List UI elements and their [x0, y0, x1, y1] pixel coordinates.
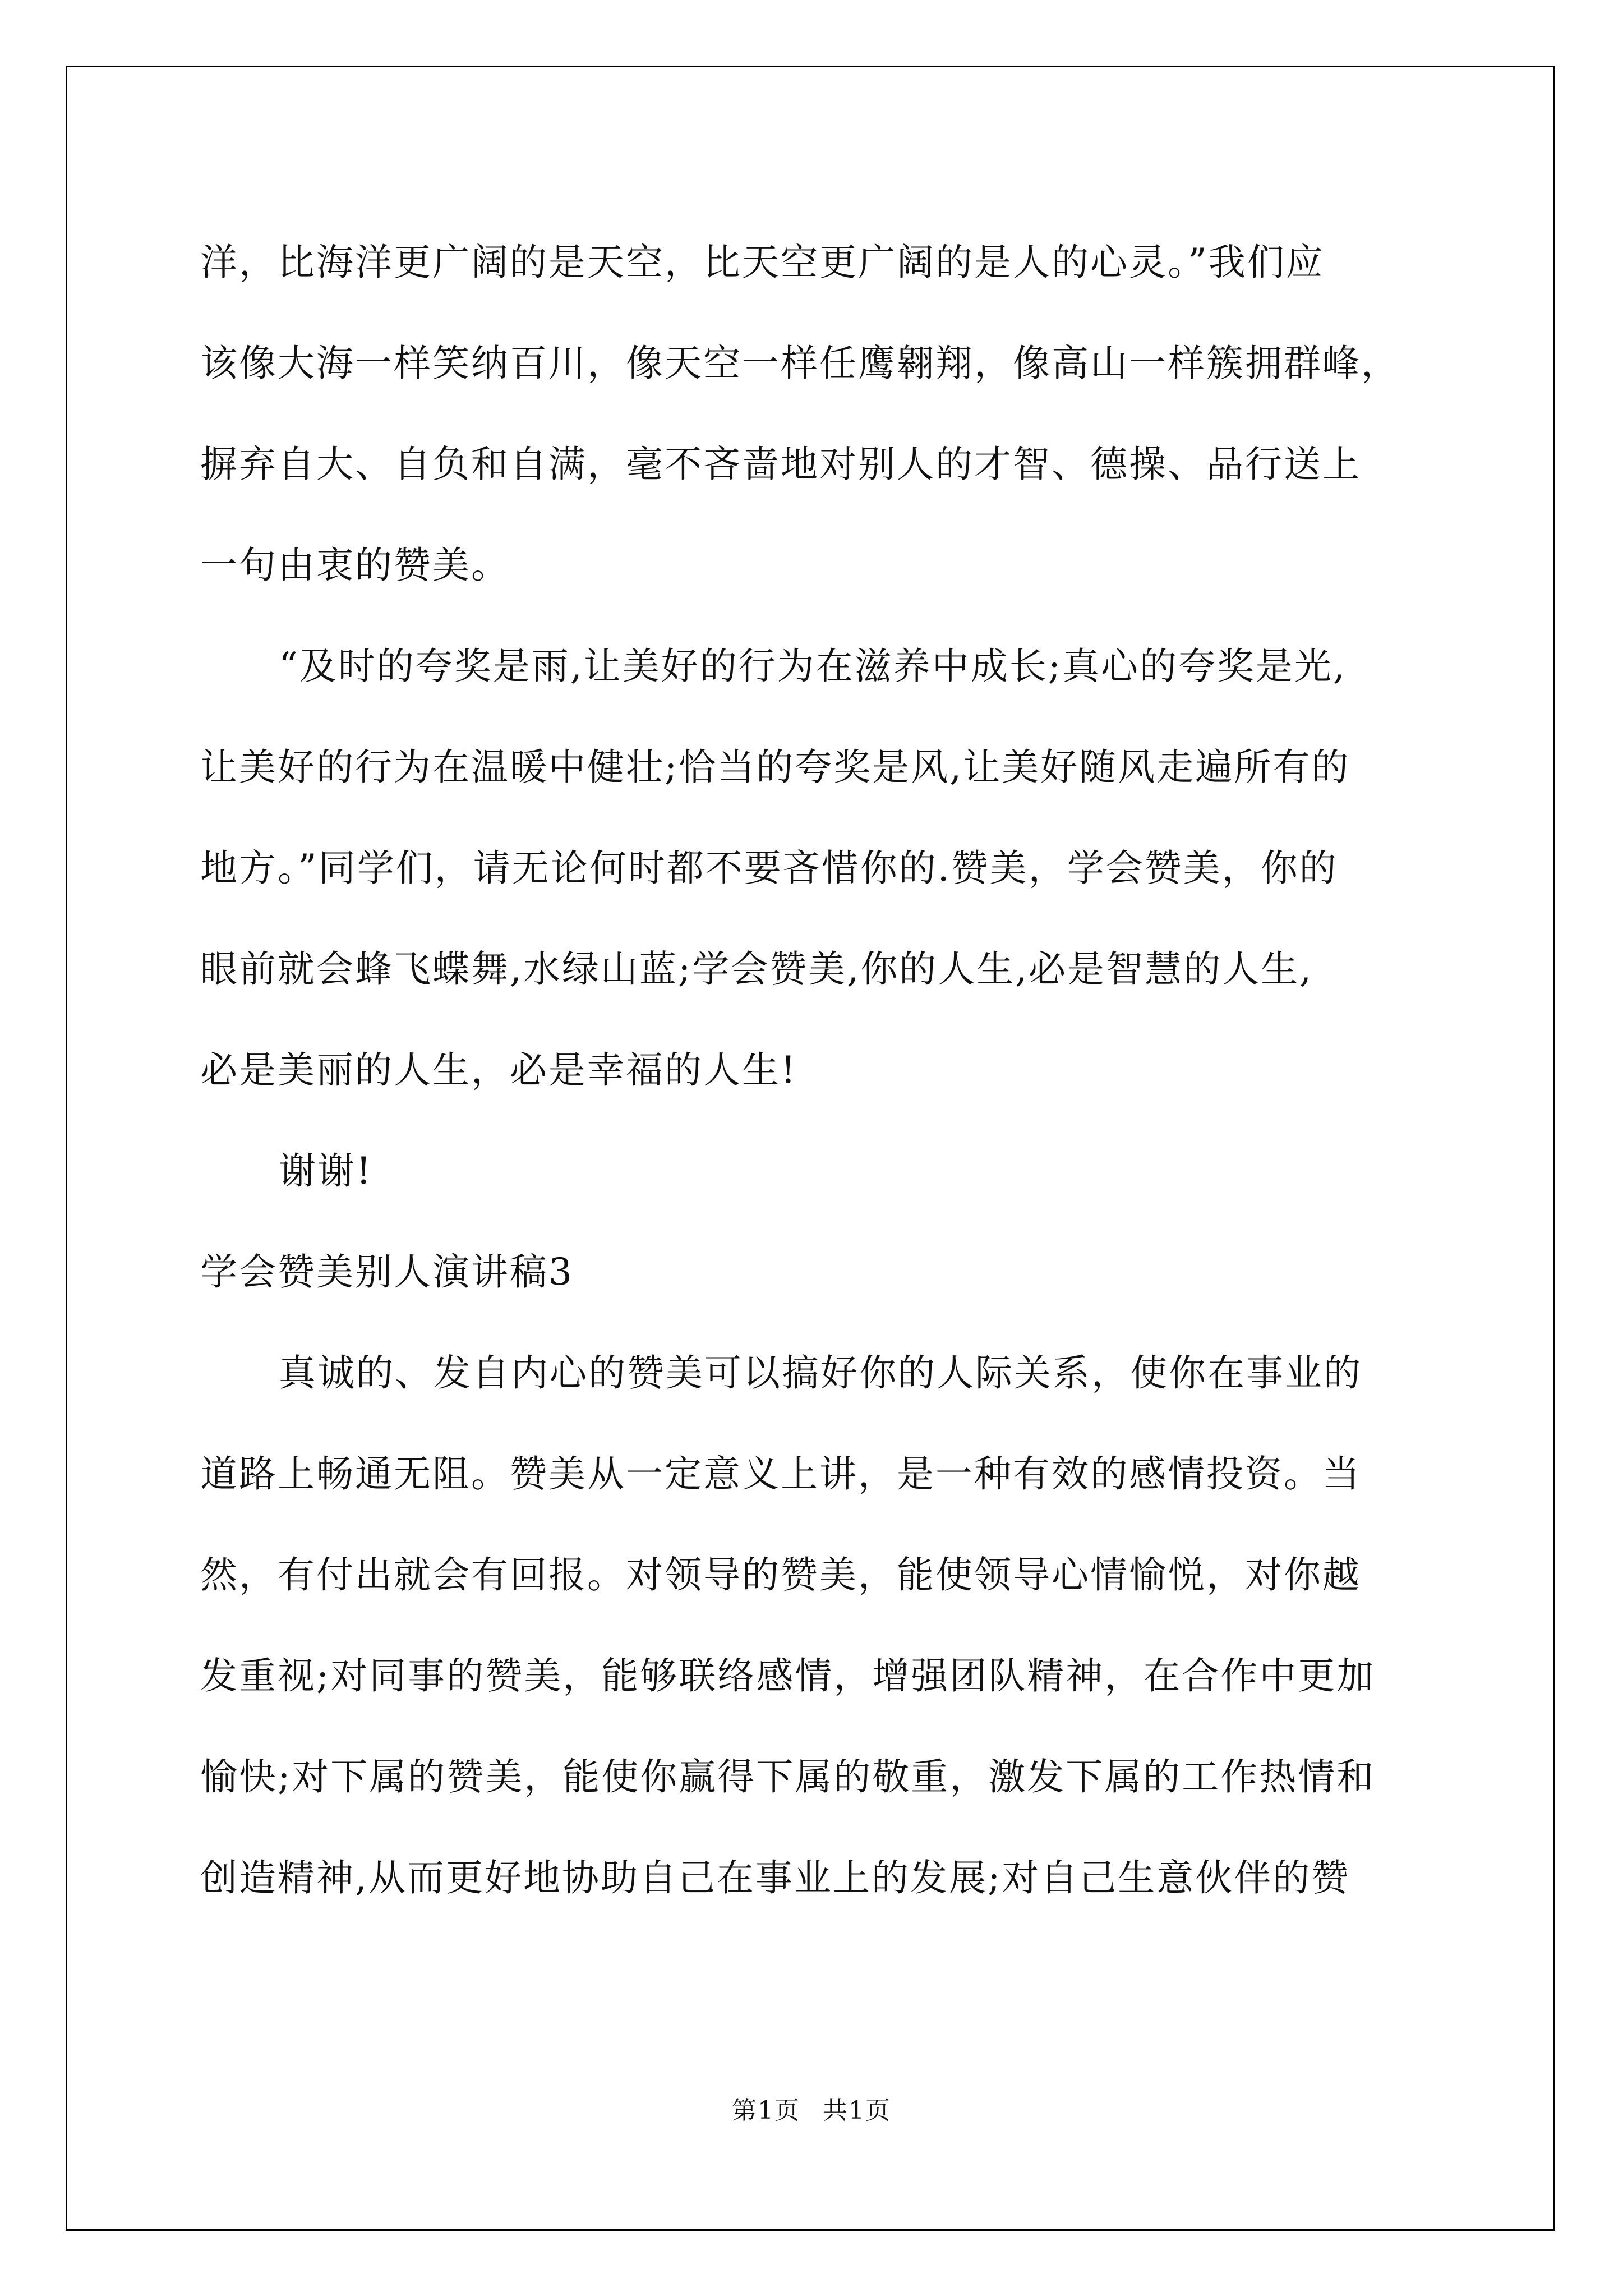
document-body: [200, 212, 1434, 1929]
paragraph-line: 洋，比海洋更广阔的是天空，比天空更广阔的是人的心灵。”我们应: [200, 241, 1325, 284]
page-footer: [0, 2090, 1623, 2126]
page-number: 第1页: [732, 2096, 800, 2125]
page-count: 共1页: [823, 2096, 891, 2125]
paragraph-line: 眼前就会蜂飞蝶舞,水绿山蓝;学会赞美,你的人生,必是智慧的人生,: [200, 947, 1313, 991]
paragraph-line: 摒弃自大、自负和自满，毫不吝啬地对别人的才智、德操、品行送上: [200, 443, 1361, 486]
paragraph-line: 地方。”同学们，请无论何时都不要吝惜你的.赞美，学会赞美，你的: [200, 846, 1338, 890]
paragraph-line: 必是美丽的人生，必是幸福的人生!: [200, 1048, 797, 1092]
paragraph-line: 愉快;对下属的赞美，能使你赢得下属的敬重，激发下属的工作热情和: [200, 1755, 1376, 1798]
paragraph-line: 发重视;对同事的赞美，能够联络感情，增强团队精神，在合作中更加: [200, 1654, 1376, 1697]
section-heading: 学会赞美别人演讲稿3: [200, 1250, 574, 1294]
paragraph-line: 真诚的、发自内心的赞美可以搞好你的人际关系，使你在事业的: [279, 1351, 1362, 1395]
paragraph-line: 让美好的行为在温暖中健壮;恰当的夸奖是风,让美好随风走遍所有的: [200, 746, 1350, 789]
paragraph-line: 道路上畅通无阻。赞美从一定意义上讲，是一种有效的感情投资。当: [200, 1452, 1361, 1496]
paragraph-line: 然，有付出就会有回报。对领导的赞美，能使领导心情愉悦，对你越: [200, 1553, 1361, 1596]
closing-line: 谢谢!: [279, 1149, 373, 1193]
paragraph-line: 创造精神,从而更好地协助自己在事业上的发展;对自己生意伙伴的赞: [200, 1856, 1350, 1899]
paragraph-line: “及时的夸奖是雨,让美好的行为在滋养中成长;真心的夸奖是光,: [279, 645, 1347, 688]
paragraph-line: 一句由衷的赞美。: [200, 544, 510, 587]
paragraph-line: 该像大海一样笑纳百川，像天空一样任鹰翱翔，像高山一样簇拥群峰，: [200, 342, 1400, 385]
